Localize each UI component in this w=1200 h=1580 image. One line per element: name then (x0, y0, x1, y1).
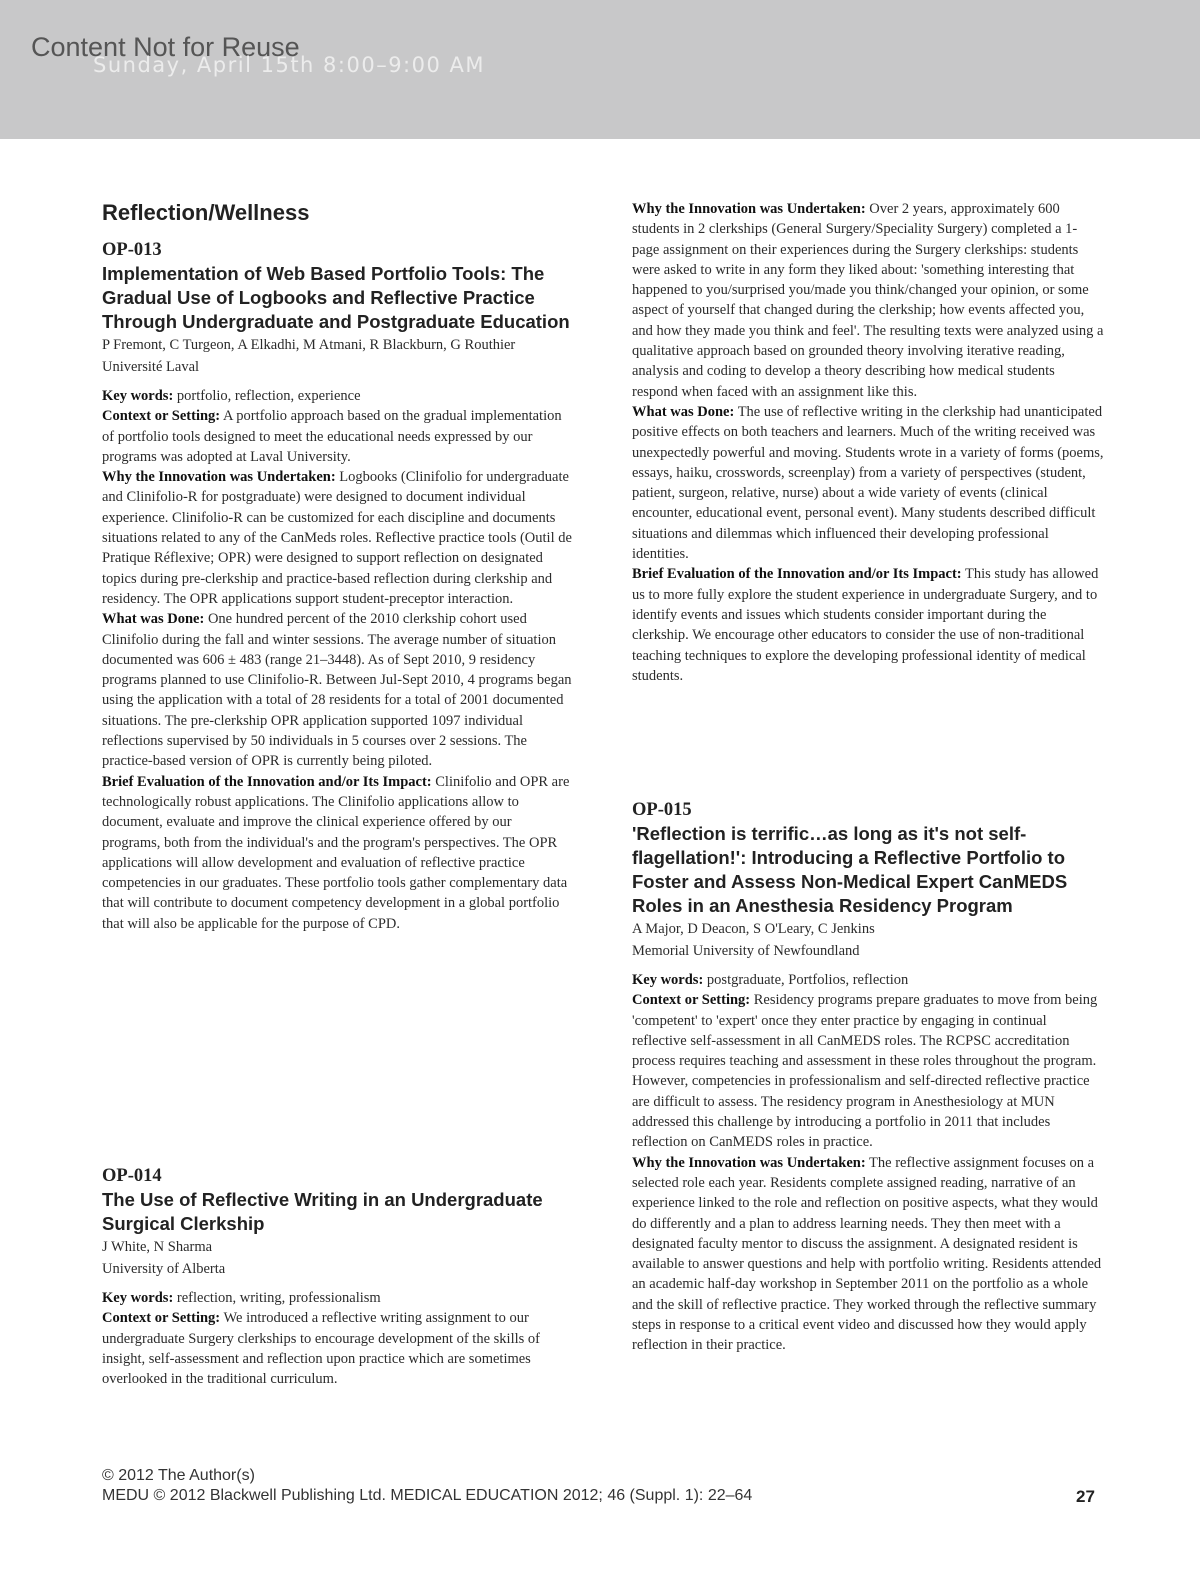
affiliation: Université Laval (102, 358, 200, 375)
why-paragraph: Why the Innovation was Undertaken: Over 2 years, approximately 600 students in 2 clerkships (General Surgery/Speciality Surgery) completed a 1-page assignment on their experiences during the Surgery clerkships: students were asked to write in any form they liked about: 'something interesting that happened to you/surprised you/made you think/changed your opinion, or some aspect of yourself that changed during the clerkship; how events affected you, and how they made you think and feel'. The resulting texts were analyzed using a qualitative approach based on grounded theory involving iterative reading, analysis and coding to develop a theory describing how medical students respond when faced with an assignment like this. (632, 201, 1104, 400)
abstract-op014-continued (632, 199, 1104, 686)
done-paragraph: What was Done: The use of reflective writing in the clerkship had unanticipated positive effects on both teachers and learners. Much of the writing received was unexpectedly powerful and moving. Students wrote in a variety of forms (poems, essays, haiku, crosswords, screenplay) from a variety of perspectives (student, patient, surgeon, relative, nurse) about a wide variety of events (clinical encounter, educational event, personal event). Many students described difficult situations and dilemmas which influenced their developing professional identities. (632, 403, 1104, 563)
keywords: Key words: postgraduate, Portfolios, reflection (632, 972, 909, 988)
watermark: Content Not for Reuse (31, 32, 300, 62)
session-time: Sunday, April 15th 8:00–9:00 AM (93, 53, 486, 77)
evaluation-paragraph: Brief Evaluation of the Innovation and/or Its Impact: This study has allowed us to more fully explore the student experience in undergraduate Surgery, and to identify events and issues which students consider important during the clerkship. We encourage other educators to consider the use of non-traditional teaching techniques to explore the developing professional identity of medical students. (632, 566, 1099, 684)
abstract-title: Implementation of Web Based Portfolio Tools: The Gradual Use of Logbooks and Reflective Practice Through Undergraduate and Postgraduate Education (102, 263, 570, 332)
abstract-op014 (102, 1166, 572, 1389)
authors: A Major, D Deacon, S O'Leary, C Jenkins (632, 921, 875, 937)
footer (102, 1466, 752, 1506)
abstract-title: 'Reflection is terrific…as long as it's not self-flagellation!': Introducing a Reflective Portfolio to Foster and Assess Non-Medical Expert CanMEDS Roles in an Anesthesia Residency Program (632, 823, 1068, 916)
abstract-id: OP-013 (102, 240, 162, 260)
why-paragraph: Why the Innovation was Undertaken: Logbooks (Clinifolio for undergraduate and Clinifolio-R for postgraduate) were designed to document individual experience. Clinifolio-R can be customized for each discipline and documents situations related to any of the CanMeds roles. Reflective practice tools (Outil de Pratique Réflexive; OPR) were designed to support reflection on designated topics during pre-clerkship and practice-based reflection during clerkship and residency. The OPR applications support student-preceptor interaction. (102, 469, 572, 607)
abstract-id: OP-015 (632, 800, 692, 820)
section-heading: Reflection/Wellness (102, 200, 310, 225)
authors: J White, N Sharma (102, 1239, 213, 1255)
why-paragraph: Why the Innovation was Undertaken: The reflective assignment focuses on a selected role each year. Residents complete assigned reading, narrative of an experience linked to the role and reflection on positive aspects, what they would do differently and a plan to address learning needs. They then meet with a designated faculty mentor to discuss the assignment. A designated resident is available to answer questions and help with portfolio writing. Residents attended an academic half-day workshop in September 2011 on the portfolio as a whole and the skill of reflective practice. They worked through the reflective summary steps in response to a critical event video and discussed how they would apply reflection in their practice. (632, 1154, 1102, 1354)
abstract-id: OP-014 (102, 1166, 162, 1186)
page-number: 27 (1076, 1487, 1095, 1506)
evaluation-paragraph: Brief Evaluation of the Innovation and/or Its Impact: Clinifolio and OPR are technologically robust applications. The Clinifolio applications allow to document, evaluate and improve the clinical experience offered by our programs, both from the individual's and the program's perspectives. The OPR applications will allow development and evaluation of reflective practice competencies in our graduates. These portfolio tools gather complementary data that will contribute to document competency development in a global portfolio that will also be applicable for the purpose of CPD. (102, 773, 570, 932)
abstract-op015 (632, 800, 1104, 1356)
context-paragraph: Context or Setting: Residency programs prepare graduates to move from being 'competent' to 'expert' once they enter practice by engaging in continual reflective self-assessment in all CanMEDS roles. The RCPSC accreditation process requires teaching and assessment in these roles throughout the program. However, competencies in professionalism and self-directed reflective practice are difficult to assess. The residency program in Anesthesiology at MUN addressed this challenge by introducing a portfolio in 2011 that includes reflection on CanMEDS roles in practice. (632, 992, 1098, 1151)
keywords: Key words: portfolio, reflection, experience (102, 388, 361, 404)
keywords: Key words: reflection, writing, professionalism (102, 1290, 381, 1306)
authors: P Fremont, C Turgeon, A Elkadhi, M Atmani, R Blackburn, G Routhier (102, 337, 516, 353)
affiliation: University of Alberta (102, 1260, 226, 1277)
abstract-title: The Use of Reflective Writing in an Undergraduate Surgical Clerkship (102, 1189, 543, 1234)
context-paragraph: Context or Setting: We introduced a reflective writing assignment to our undergraduate Surgery clerkships to encourage development of the skills of insight, self-assessment and reflection upon practice which are sometimes overlooked in the traditional curriculum. (102, 1310, 540, 1388)
affiliation: Memorial University of Newfoundland (632, 942, 860, 959)
done-paragraph: What was Done: One hundred percent of the 2010 clerkship cohort used Clinifolio during the fall and winter sessions. The average number of situation documented was 606 ± 483 (range 21–3448). As of Sept 2010, 9 residency programs planned to use Clinifolio-R. Between Jul-Sept 2010, 4 programs began using the application with a total of 28 residents for a total of 2001 documented situations. The pre-clerkship OPR application supported 1097 individual reflections supervised by 50 individuals in 5 courses over 2 sessions. The practice-based version of OPR is currently being piloted. (102, 611, 572, 770)
context-paragraph: Context or Setting: A portfolio approach based on the gradual implementation of portfolio tools designed to meet the educational needs expressed by our programs was adopted at Laval University. (102, 408, 562, 465)
journal-citation: MEDU © 2012 Blackwell Publishing Ltd. MEDICAL EDUCATION 2012; 46 (Suppl. 1): 22–64 (102, 1487, 753, 1504)
abstract-op013 (102, 240, 572, 934)
copyright-line: © 2012 The Author(s) (102, 1467, 255, 1484)
